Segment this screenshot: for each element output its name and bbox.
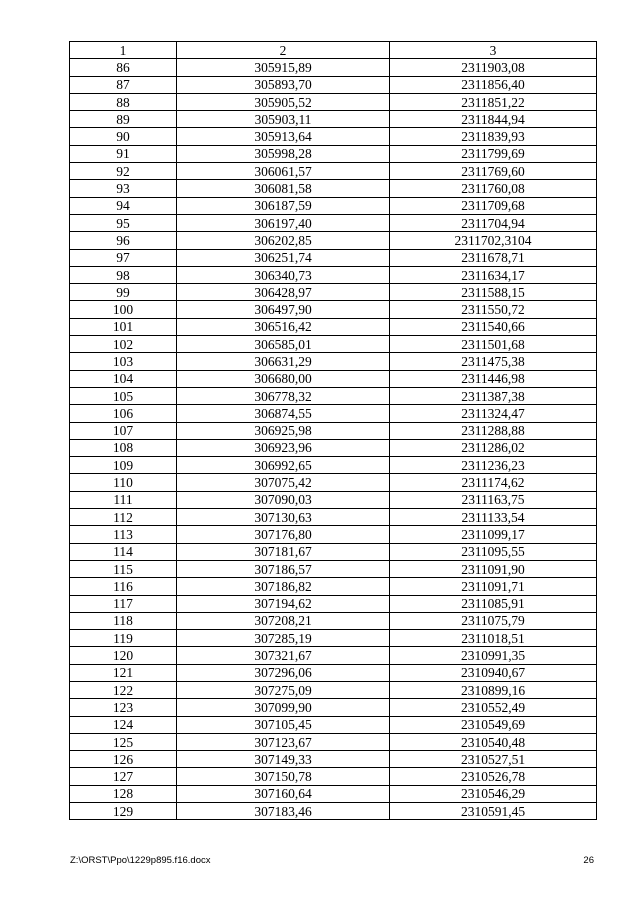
y-coordinate-cell: 2311844,94 (390, 111, 597, 128)
table-row (70, 612, 597, 629)
table-row (70, 76, 597, 93)
y-coordinate-cell: 2311286,02 (390, 439, 597, 456)
point-number-cell: 112 (70, 509, 177, 526)
point-number-cell: 107 (70, 422, 177, 439)
y-coordinate-cell: 2311133,54 (390, 509, 597, 526)
y-coordinate-cell: 2311387,38 (390, 387, 597, 404)
y-coordinate-cell: 2311704,94 (390, 214, 597, 231)
point-number-cell: 94 (70, 197, 177, 214)
table-row (70, 180, 597, 197)
y-coordinate-cell: 2311501,68 (390, 336, 597, 353)
y-coordinate-cell: 2311099,17 (390, 526, 597, 543)
table-row (70, 785, 597, 802)
x-coordinate-cell: 306516,42 (177, 318, 390, 335)
x-coordinate-cell: 306923,96 (177, 439, 390, 456)
point-number-cell: 98 (70, 266, 177, 283)
table-row (70, 336, 597, 353)
y-coordinate-cell: 2311174,62 (390, 474, 597, 491)
x-coordinate-cell: 306428,97 (177, 284, 390, 301)
point-number-cell: 119 (70, 630, 177, 647)
x-coordinate-cell: 306340,73 (177, 266, 390, 283)
table-row (70, 387, 597, 404)
table-row (70, 163, 597, 180)
table-row (70, 232, 597, 249)
y-coordinate-cell: 2311091,90 (390, 560, 597, 577)
x-coordinate-cell: 307181,67 (177, 543, 390, 560)
x-coordinate-cell: 306197,40 (177, 214, 390, 231)
x-coordinate-cell: 307186,57 (177, 560, 390, 577)
x-coordinate-cell: 306680,00 (177, 370, 390, 387)
y-coordinate-cell: 2310526,78 (390, 768, 597, 785)
y-coordinate-cell: 2310549,69 (390, 716, 597, 733)
column-header-2: 2 (177, 42, 390, 59)
y-coordinate-cell: 2311075,79 (390, 612, 597, 629)
y-coordinate-cell: 2311018,51 (390, 630, 597, 647)
x-coordinate-cell: 307090,03 (177, 491, 390, 508)
table-row (70, 681, 597, 698)
y-coordinate-cell: 2311769,60 (390, 163, 597, 180)
y-coordinate-cell: 2311095,55 (390, 543, 597, 560)
x-coordinate-cell: 306925,98 (177, 422, 390, 439)
y-coordinate-cell: 2310546,29 (390, 785, 597, 802)
y-coordinate-cell: 2311540,66 (390, 318, 597, 335)
table-row (70, 422, 597, 439)
x-coordinate-cell: 307150,78 (177, 768, 390, 785)
y-coordinate-cell: 2311085,91 (390, 595, 597, 612)
point-number-cell: 96 (70, 232, 177, 249)
point-number-cell: 92 (70, 163, 177, 180)
x-coordinate-cell: 307208,21 (177, 612, 390, 629)
table-row (70, 543, 597, 560)
table-row (70, 526, 597, 543)
x-coordinate-cell: 306874,55 (177, 405, 390, 422)
point-number-cell: 86 (70, 59, 177, 76)
table-row (70, 284, 597, 301)
y-coordinate-cell: 2311856,40 (390, 76, 597, 93)
x-coordinate-cell: 305998,28 (177, 145, 390, 162)
table-row (70, 93, 597, 110)
table-row (70, 578, 597, 595)
x-coordinate-cell: 306251,74 (177, 249, 390, 266)
point-number-cell: 100 (70, 301, 177, 318)
point-number-cell: 87 (70, 76, 177, 93)
point-number-cell: 111 (70, 491, 177, 508)
table-row (70, 509, 597, 526)
x-coordinate-cell: 306497,90 (177, 301, 390, 318)
y-coordinate-cell: 2311163,75 (390, 491, 597, 508)
x-coordinate-cell: 306187,59 (177, 197, 390, 214)
x-coordinate-cell: 306061,57 (177, 163, 390, 180)
point-number-cell: 127 (70, 768, 177, 785)
point-number-cell: 114 (70, 543, 177, 560)
y-coordinate-cell: 2311634,17 (390, 266, 597, 283)
y-coordinate-cell: 2311091,71 (390, 578, 597, 595)
y-coordinate-cell: 2311702,3104 (390, 232, 597, 249)
table-row (70, 647, 597, 664)
x-coordinate-cell: 306992,65 (177, 457, 390, 474)
point-number-cell: 104 (70, 370, 177, 387)
table-row (70, 145, 597, 162)
point-number-cell: 109 (70, 457, 177, 474)
y-coordinate-cell: 2311903,08 (390, 59, 597, 76)
y-coordinate-cell: 2310991,35 (390, 647, 597, 664)
table-row (70, 214, 597, 231)
point-number-cell: 108 (70, 439, 177, 456)
footer-page-number: 26 (583, 855, 594, 866)
y-coordinate-cell: 2310940,67 (390, 664, 597, 681)
y-coordinate-cell: 2310540,48 (390, 733, 597, 750)
y-coordinate-cell: 2311760,08 (390, 180, 597, 197)
point-number-cell: 97 (70, 249, 177, 266)
table-row (70, 803, 597, 820)
x-coordinate-cell: 307105,45 (177, 716, 390, 733)
table-row (70, 353, 597, 370)
x-coordinate-cell: 305913,64 (177, 128, 390, 145)
x-coordinate-cell: 305915,89 (177, 59, 390, 76)
table-header-row (70, 42, 597, 59)
point-number-cell: 118 (70, 612, 177, 629)
point-number-cell: 129 (70, 803, 177, 820)
x-coordinate-cell: 307275,09 (177, 681, 390, 698)
x-coordinate-cell: 306081,58 (177, 180, 390, 197)
x-coordinate-cell: 305893,70 (177, 76, 390, 93)
table-row (70, 630, 597, 647)
x-coordinate-cell: 307160,64 (177, 785, 390, 802)
table-row (70, 733, 597, 750)
y-coordinate-cell: 2310899,16 (390, 681, 597, 698)
table-row (70, 664, 597, 681)
column-header-1: 1 (70, 42, 177, 59)
point-number-cell: 110 (70, 474, 177, 491)
point-number-cell: 89 (70, 111, 177, 128)
table-row (70, 128, 597, 145)
point-number-cell: 91 (70, 145, 177, 162)
point-number-cell: 88 (70, 93, 177, 110)
table-row (70, 699, 597, 716)
table-row (70, 249, 597, 266)
point-number-cell: 102 (70, 336, 177, 353)
x-coordinate-cell: 307194,62 (177, 595, 390, 612)
point-number-cell: 116 (70, 578, 177, 595)
table-row (70, 197, 597, 214)
point-number-cell: 124 (70, 716, 177, 733)
y-coordinate-cell: 2311588,15 (390, 284, 597, 301)
point-number-cell: 117 (70, 595, 177, 612)
table-row (70, 474, 597, 491)
coordinates-table (69, 41, 597, 820)
point-number-cell: 123 (70, 699, 177, 716)
x-coordinate-cell: 307285,19 (177, 630, 390, 647)
point-number-cell: 93 (70, 180, 177, 197)
point-number-cell: 113 (70, 526, 177, 543)
x-coordinate-cell: 307183,46 (177, 803, 390, 820)
x-coordinate-cell: 306585,01 (177, 336, 390, 353)
table-row (70, 716, 597, 733)
point-number-cell: 103 (70, 353, 177, 370)
table-row (70, 405, 597, 422)
y-coordinate-cell: 2310591,45 (390, 803, 597, 820)
y-coordinate-cell: 2311446,98 (390, 370, 597, 387)
table-row (70, 457, 597, 474)
table-row (70, 370, 597, 387)
table-row (70, 59, 597, 76)
table-body (70, 59, 597, 820)
point-number-cell: 99 (70, 284, 177, 301)
point-number-cell: 122 (70, 681, 177, 698)
x-coordinate-cell: 306202,85 (177, 232, 390, 249)
table-row (70, 751, 597, 768)
x-coordinate-cell: 306778,32 (177, 387, 390, 404)
x-coordinate-cell: 307099,90 (177, 699, 390, 716)
x-coordinate-cell: 307186,82 (177, 578, 390, 595)
y-coordinate-cell: 2311678,71 (390, 249, 597, 266)
x-coordinate-cell: 305903,11 (177, 111, 390, 128)
x-coordinate-cell: 307149,33 (177, 751, 390, 768)
table-row (70, 560, 597, 577)
y-coordinate-cell: 2311550,72 (390, 301, 597, 318)
point-number-cell: 128 (70, 785, 177, 802)
point-number-cell: 105 (70, 387, 177, 404)
table-row (70, 266, 597, 283)
x-coordinate-cell: 307130,63 (177, 509, 390, 526)
table-row (70, 301, 597, 318)
y-coordinate-cell: 2311799,69 (390, 145, 597, 162)
point-number-cell: 121 (70, 664, 177, 681)
point-number-cell: 120 (70, 647, 177, 664)
y-coordinate-cell: 2311324,47 (390, 405, 597, 422)
table-row (70, 491, 597, 508)
table-row (70, 439, 597, 456)
point-number-cell: 115 (70, 560, 177, 577)
table-row (70, 318, 597, 335)
point-number-cell: 95 (70, 214, 177, 231)
footer-file-path: Z:\ORST\Ppo\1229p895.f16.docx (70, 855, 211, 866)
y-coordinate-cell: 2311236,23 (390, 457, 597, 474)
point-number-cell: 101 (70, 318, 177, 335)
y-coordinate-cell: 2311288,88 (390, 422, 597, 439)
table-row (70, 595, 597, 612)
x-coordinate-cell: 307176,80 (177, 526, 390, 543)
y-coordinate-cell: 2310527,51 (390, 751, 597, 768)
point-number-cell: 90 (70, 128, 177, 145)
point-number-cell: 125 (70, 733, 177, 750)
y-coordinate-cell: 2311839,93 (390, 128, 597, 145)
y-coordinate-cell: 2311851,22 (390, 93, 597, 110)
x-coordinate-cell: 305905,52 (177, 93, 390, 110)
y-coordinate-cell: 2311475,38 (390, 353, 597, 370)
y-coordinate-cell: 2310552,49 (390, 699, 597, 716)
x-coordinate-cell: 307296,06 (177, 664, 390, 681)
column-header-3: 3 (390, 42, 597, 59)
table-row (70, 111, 597, 128)
x-coordinate-cell: 307321,67 (177, 647, 390, 664)
table-row (70, 768, 597, 785)
x-coordinate-cell: 307123,67 (177, 733, 390, 750)
x-coordinate-cell: 306631,29 (177, 353, 390, 370)
y-coordinate-cell: 2311709,68 (390, 197, 597, 214)
point-number-cell: 126 (70, 751, 177, 768)
x-coordinate-cell: 307075,42 (177, 474, 390, 491)
point-number-cell: 106 (70, 405, 177, 422)
